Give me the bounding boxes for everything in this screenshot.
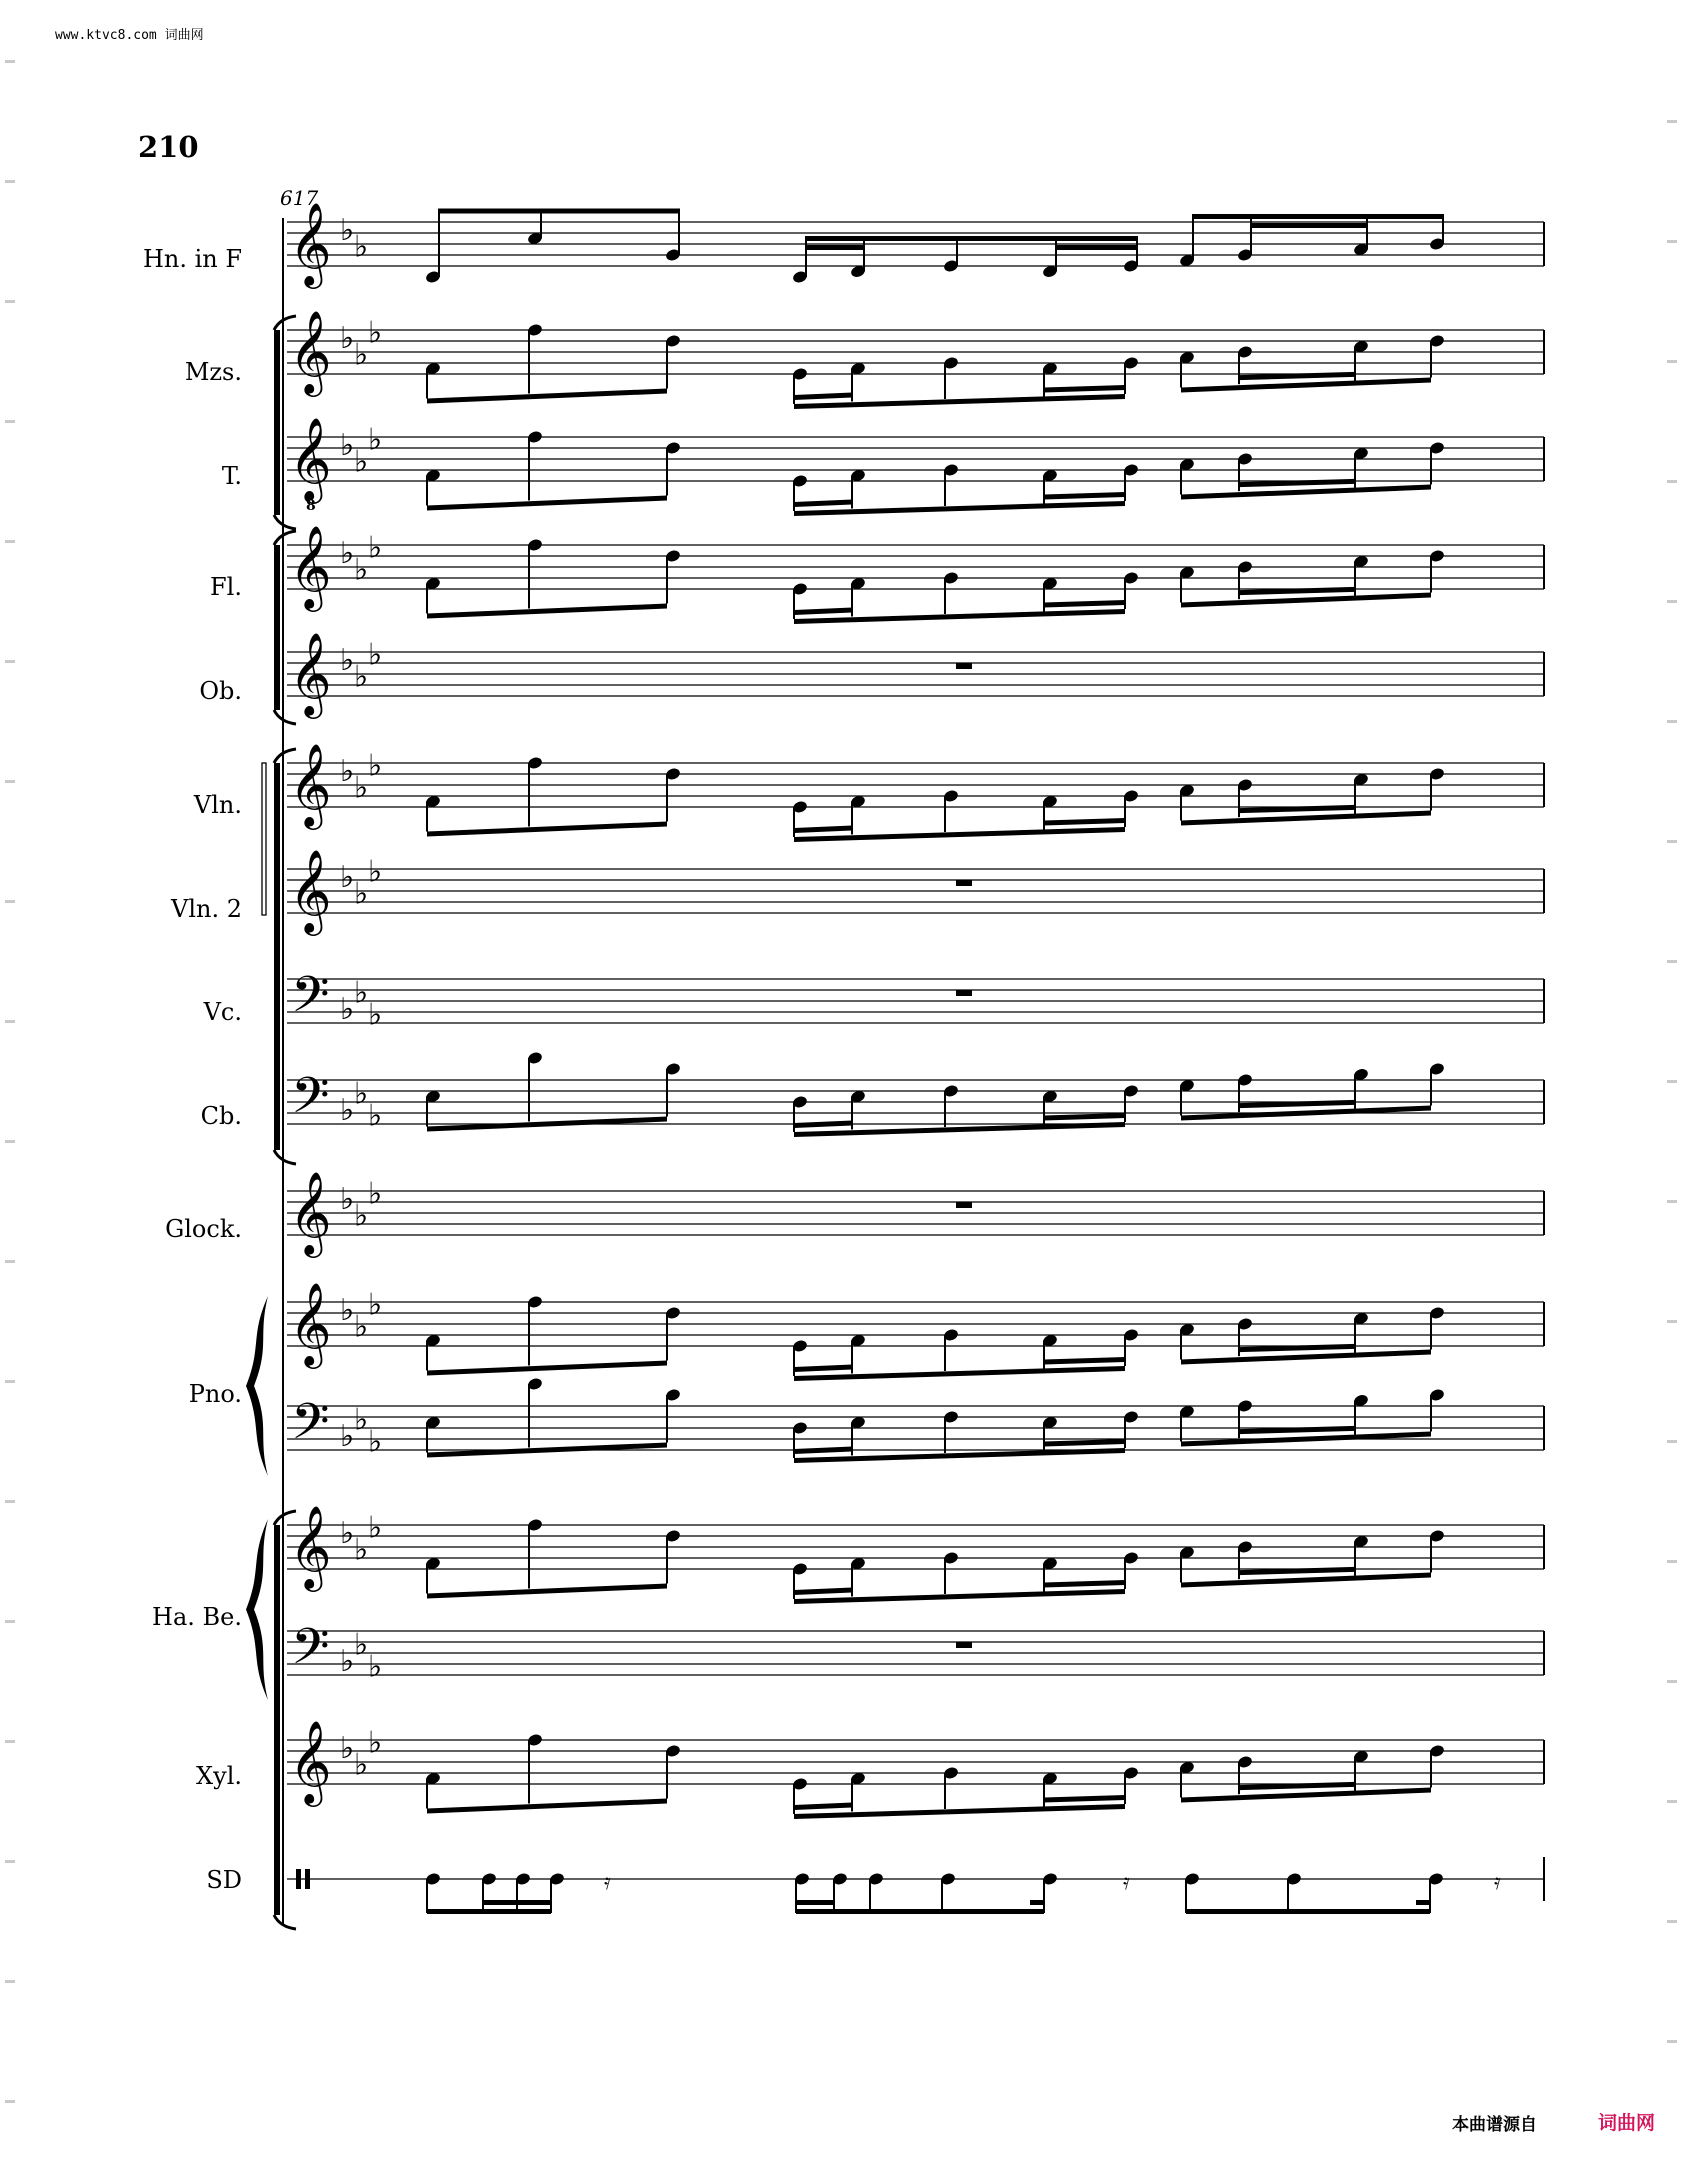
clef-piano-bass: 𝄢 (291, 1393, 330, 1463)
flat-sign: ♭ (354, 1076, 369, 1112)
flat-sign: ♭ (354, 337, 369, 373)
label-glockenspiel: Glock. (165, 1215, 242, 1243)
flat-sign: ♭ (340, 428, 355, 463)
clef-horn: 𝄞 (289, 201, 332, 285)
label-violin2: Vln. 2 (171, 895, 242, 923)
bracket-strings-bottom (274, 1150, 296, 1164)
note-beam (427, 1584, 667, 1599)
clef-oboe: 𝄞 (289, 631, 332, 715)
clef-cello: 𝄢 (291, 966, 330, 1036)
note-beam (427, 604, 667, 619)
bracket-voices (274, 330, 280, 515)
clef-harp-bass: 𝄢 (291, 1618, 330, 1688)
flat-sign: ♭ (368, 854, 383, 890)
note-beam (794, 1121, 852, 1129)
label-oboe: Ob. (199, 677, 242, 705)
flat-sign: ♭ (368, 1649, 383, 1685)
flat-sign: ♭ (368, 748, 383, 784)
clef-tenor: 𝄞 (289, 416, 332, 500)
whole-rest (956, 1202, 972, 1208)
label-tenor: T. (221, 462, 242, 490)
flat-sign: ♭ (340, 754, 355, 789)
flat-sign: ♭ (340, 321, 355, 356)
note-beam (1044, 1113, 1125, 1121)
bracket-strings (274, 763, 280, 1150)
note-beam (427, 1361, 667, 1376)
sixteenth-rest: 𝄿 (1123, 1870, 1130, 1895)
flat-sign: ♭ (354, 444, 369, 480)
label-contrabass: Cb. (200, 1102, 242, 1130)
note-beam (1239, 805, 1355, 813)
note-beam (1239, 1782, 1355, 1790)
note-beam (483, 1900, 551, 1905)
note-beam (1239, 1567, 1355, 1575)
note-beam (1030, 1900, 1044, 1905)
sixteenth-rest: 𝄿 (604, 1870, 611, 1895)
note-beam (794, 1447, 852, 1455)
note-beam (796, 1909, 1044, 1914)
note-beam (1181, 593, 1431, 608)
flat-sign: ♭ (340, 643, 355, 678)
note-beam (796, 1900, 834, 1905)
note-beam (1239, 587, 1355, 595)
note-beam (794, 608, 852, 616)
label-piano: Pno. (188, 1380, 242, 1408)
flat-sign: ♭ (368, 422, 383, 458)
flat-sign: ♭ (340, 1419, 355, 1454)
note-beam (1239, 1426, 1355, 1434)
flat-sign: ♭ (354, 229, 369, 265)
flat-sign: ♭ (368, 1510, 383, 1546)
flat-sign: ♭ (368, 637, 383, 673)
flat-sign: ♭ (354, 1402, 369, 1438)
flat-sign: ♭ (354, 770, 369, 806)
flat-sign: ♭ (340, 1731, 355, 1766)
note-beam (1239, 479, 1355, 487)
note-beam (439, 209, 679, 214)
note-beam (1239, 1100, 1355, 1108)
note-beam (794, 826, 852, 834)
note-beam (1181, 811, 1431, 826)
flat-sign: ♭ (340, 1644, 355, 1679)
note-beam (794, 393, 852, 401)
flat-sign: ♭ (354, 552, 369, 588)
label-harp: Ha. Be. (152, 1603, 242, 1631)
note-beam (427, 1799, 667, 1814)
label-violin1: Vln. (193, 791, 242, 819)
note-beam (1044, 818, 1125, 826)
note-beam (1251, 223, 1367, 228)
clef-mezzo: 𝄞 (289, 309, 332, 393)
label-xylophone: Xyl. (196, 1762, 242, 1790)
site-url: www.ktvc8.com 词曲网 (55, 28, 204, 43)
note-beam (1044, 600, 1125, 608)
page-number: 210 (138, 130, 199, 164)
note-beam (1044, 1439, 1125, 1447)
flat-sign: ♭ (368, 1098, 383, 1134)
note-beam (1044, 385, 1125, 393)
flat-sign: ♭ (368, 1424, 383, 1460)
note-beam (1193, 214, 1443, 219)
clef-xylophone: 𝄞 (289, 1719, 332, 1803)
label-flute: Fl. (210, 573, 242, 601)
note-beam (1239, 372, 1355, 380)
flat-sign: ♭ (340, 213, 355, 248)
note-beam (427, 496, 667, 511)
flat-sign: ♭ (354, 1198, 369, 1234)
note-beam (1416, 1900, 1430, 1905)
note-beam (427, 1909, 551, 1914)
note-beam (1044, 1795, 1125, 1803)
violin-subbracket (262, 763, 266, 915)
label-mezzo: Mzs. (184, 358, 242, 386)
clef-violin2: 𝄞 (289, 848, 332, 932)
clef-glockenspiel: 𝄞 (289, 1170, 332, 1254)
measure-number: 617 (280, 186, 319, 210)
percussion-clef (305, 1869, 310, 1889)
flat-sign: ♭ (368, 1287, 383, 1323)
label-snare: SD (206, 1866, 242, 1894)
flat-sign: ♭ (354, 1532, 369, 1568)
flat-sign: ♭ (354, 1747, 369, 1783)
flat-sign: ♭ (340, 860, 355, 895)
flat-sign: ♭ (340, 1093, 355, 1128)
sixteenth-rest: 𝄿 (1494, 1870, 1501, 1895)
note-beam (806, 236, 1137, 241)
flat-sign: ♭ (354, 1627, 369, 1663)
note-beam (794, 500, 852, 508)
bracket-harp-perc-bottom (274, 1915, 296, 1929)
whole-rest (956, 880, 972, 886)
note-beam (1044, 492, 1125, 500)
brace-harp (246, 1519, 268, 1700)
flat-sign: ♭ (354, 975, 369, 1011)
clef-piano-treble: 𝄞 (289, 1281, 332, 1365)
octave-mark: 8 (306, 498, 316, 514)
note-beam (794, 1588, 852, 1596)
flat-sign: ♭ (368, 997, 383, 1033)
label-horn: Hn. in F (142, 245, 242, 273)
clef-contrabass: 𝄢 (291, 1067, 330, 1137)
note-beam (1044, 1580, 1125, 1588)
note-beam (1056, 245, 1137, 250)
note-beam (1044, 1357, 1125, 1365)
bracket-harp-perc (274, 1525, 280, 1915)
clef-violin1: 𝄞 (289, 742, 332, 826)
flat-sign: ♭ (368, 530, 383, 566)
note-beam (1181, 1350, 1431, 1365)
flat-sign: ♭ (354, 659, 369, 695)
flat-sign: ♭ (354, 1309, 369, 1345)
flat-sign: ♭ (368, 315, 383, 351)
note-beam (1181, 1573, 1431, 1588)
whole-rest (956, 1642, 972, 1648)
note-beam (806, 245, 864, 250)
clef-harp-treble: 𝄞 (289, 1504, 332, 1588)
note-beam (1181, 485, 1431, 500)
footer-source-text: 本曲谱源自 (1452, 2115, 1537, 2135)
flat-sign: ♭ (368, 1176, 383, 1212)
note-beam (427, 822, 667, 837)
note-beam (794, 1365, 852, 1373)
note-beam (1181, 1788, 1431, 1803)
label-cello: Vc. (203, 998, 242, 1026)
flat-sign: ♭ (340, 536, 355, 571)
note-beam (1181, 378, 1431, 393)
footer-brand: 词曲网 (1598, 2112, 1656, 2134)
whole-rest (956, 990, 972, 996)
flat-sign: ♭ (354, 876, 369, 912)
clef-flute: 𝄞 (289, 524, 332, 608)
flat-sign: ♭ (340, 992, 355, 1027)
whole-rest (956, 663, 972, 669)
percussion-clef (296, 1869, 301, 1889)
flat-sign: ♭ (340, 1182, 355, 1217)
bracket-woodwinds (274, 545, 280, 710)
note-beam (1239, 1344, 1355, 1352)
flat-sign: ♭ (368, 1725, 383, 1761)
note-beam (1186, 1909, 1430, 1914)
brace-piano (246, 1296, 268, 1476)
note-beam (427, 389, 667, 404)
flat-sign: ♭ (340, 1293, 355, 1328)
note-beam (794, 1803, 852, 1811)
flat-sign: ♭ (340, 1516, 355, 1551)
